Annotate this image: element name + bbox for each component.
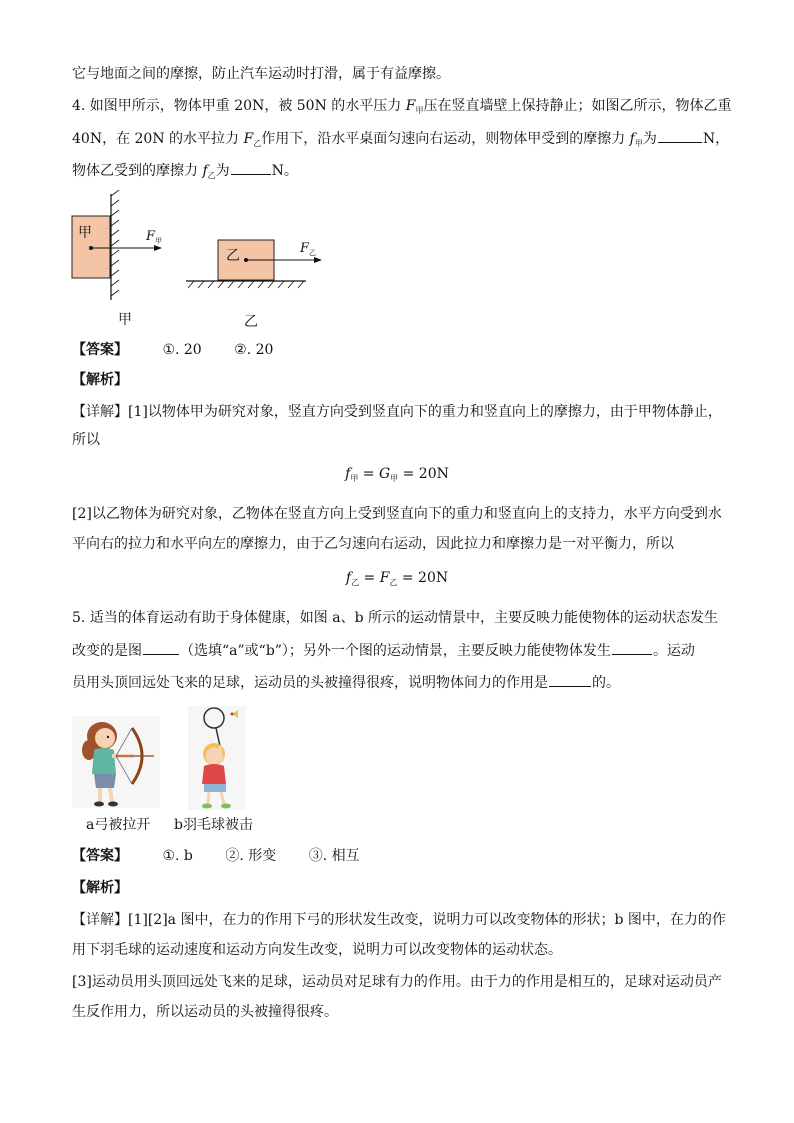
- eq-value: = 20N: [398, 466, 449, 482]
- q5-answer-row: [72, 846, 360, 866]
- eq-symbol: F: [379, 570, 390, 586]
- answer-item: ②. 20: [234, 342, 274, 358]
- arrowhead-icon: [154, 245, 162, 251]
- text-line-intro: 它与地面之间的摩擦，防止汽车运动时打滑，属于有益摩擦。: [72, 66, 450, 82]
- q5-detail-line-3: [3]运动员用头顶回远处飞来的足球，运动员对足球有力的作用。由于力的作用是相互的，足球对运动员产: [72, 974, 722, 990]
- q5-detail-line-1: 【详解】[1][2]a 图中，在力的作用下弓的形状发生改变，说明力可以改变物体的形状；b 图中，在力的作: [72, 912, 726, 928]
- force-subscript: 乙: [253, 139, 262, 148]
- eq-subscript: 乙: [351, 578, 360, 587]
- eq-symbol: f: [345, 570, 352, 586]
- friction-symbol: f: [202, 163, 208, 179]
- block-yi-label: 乙: [226, 248, 240, 264]
- force-jia-sub: 甲: [155, 237, 163, 245]
- q4-text: 物体乙受到的摩擦力: [72, 163, 203, 179]
- badminton-child-illustration: [188, 706, 246, 810]
- eq-operator: =: [359, 570, 380, 586]
- q4-detail-line-3: [2]以乙物体为研究对象，乙物体在竖直方向上受到竖直向下的重力和竖直向上的支持力，水平方向受到水: [72, 506, 722, 522]
- eq-symbol: G: [378, 466, 391, 482]
- analysis-label: 【解析】: [72, 880, 128, 896]
- q4-text: 作用下，沿水平桌面匀速向右运动，则物体甲受到的摩擦力: [261, 131, 630, 147]
- force-symbol: F: [405, 98, 416, 114]
- caption-figure-b: b羽毛球被击: [174, 817, 253, 833]
- answer-item: ③. 相互: [308, 848, 360, 864]
- q4-text: 为: [215, 163, 230, 179]
- answer-item: ②. 形变: [225, 848, 277, 864]
- q5-text: （选填“a”或“b”）；另外一个图的运动情景，主要反映力能使物体发生: [180, 643, 611, 659]
- answer-blank[interactable]: [231, 160, 271, 175]
- archer-girl-illustration: [72, 716, 160, 808]
- q5-text: 改变的是图: [72, 643, 142, 659]
- caption-figure-a: a弓被拉开: [86, 817, 151, 833]
- force-yi-label: [299, 241, 316, 257]
- q5-detail-line-2: 用下羽毛球的运动速度和运动方向发生改变，说明力可以改变物体的运动状态。: [72, 942, 562, 958]
- q4-text: 压在竖直墙壁上保持静止；如图乙所示，物体乙重: [423, 98, 732, 114]
- analysis-label: 【解析】: [72, 372, 128, 388]
- eq-subscript: 甲: [350, 474, 359, 483]
- wall-hatching: [111, 190, 119, 296]
- friction-subscript: 乙: [207, 171, 216, 180]
- eq-value: = 20N: [397, 570, 449, 586]
- q5-line-1: 5. 适当的体育运动有助于身体健康，如图 a、b 所示的运动情景中，主要反映力能使物体的运动状态发生: [72, 610, 719, 626]
- eq-subscript: 甲: [390, 474, 399, 483]
- answer-item: ①. b: [162, 848, 193, 864]
- ground-hatching: [188, 281, 304, 288]
- q4-text: N。: [271, 163, 298, 179]
- equation-friction-yi: [0, 570, 794, 588]
- q4-line-2: [72, 128, 729, 154]
- q5-text: 。运动: [652, 643, 695, 659]
- force-symbol: F: [243, 131, 254, 147]
- eq-symbol: f: [345, 466, 351, 482]
- q5-line-2: [72, 640, 695, 661]
- friction-subscript: 甲: [634, 139, 643, 148]
- q4-text: N，: [702, 131, 730, 147]
- force-subscript: 甲: [415, 106, 424, 115]
- force-yi-sub: 乙: [309, 249, 317, 257]
- friction-symbol: f: [629, 131, 635, 147]
- q4-detail-line-1: 【详解】[1]以物体甲为研究对象，竖直方向受到竖直向下的重力和竖直向上的摩擦力，由于甲物体静止，: [72, 404, 722, 420]
- q4-line-3: [72, 160, 298, 186]
- answer-blank[interactable]: [143, 640, 179, 655]
- q4-text: 为: [642, 131, 657, 147]
- block-jia-label: 甲: [78, 225, 92, 241]
- eq-subscript: 乙: [389, 578, 398, 587]
- force-jia-letter: F: [146, 229, 156, 244]
- q4-detail-line-2: 所以: [72, 432, 100, 448]
- eq-operator: =: [358, 466, 379, 482]
- caption-jia: 甲: [118, 312, 132, 328]
- q4-text: 40N，在 20N 的水平拉力: [72, 131, 244, 147]
- answer-label: 【答案】: [72, 342, 128, 358]
- force-jia-label: [145, 229, 162, 245]
- equation-friction-jia: [0, 466, 794, 484]
- q5-text: 的。: [592, 675, 620, 691]
- answer-blank[interactable]: [658, 128, 702, 143]
- answer-label: 【答案】: [72, 848, 128, 864]
- force-yi-letter: F: [300, 241, 310, 256]
- q5-detail-line-4: 生反作用力，所以运动员的头被撞得很疼。: [72, 1004, 338, 1020]
- caption-yi: 乙: [244, 314, 258, 330]
- q5-line-3: [72, 672, 620, 693]
- answer-blank[interactable]: [612, 640, 652, 655]
- answer-item: ①. 20: [162, 342, 202, 358]
- q4-answer-row: [72, 340, 273, 360]
- q5-text: 员用头顶回远处飞来的足球，运动员的头被撞得很疼，说明物体间力的作用是: [72, 675, 548, 691]
- q4-text: 4. 如图甲所示，物体甲重 20N，被 50N 的水平压力: [72, 98, 406, 114]
- answer-blank[interactable]: [549, 672, 591, 687]
- q4-detail-line-4: 平向右的拉力和水平向左的摩擦力，由于乙匀速向右运动，因此拉力和摩擦力是一对平衡力，所以: [72, 536, 674, 552]
- force-diagram-figure: [60, 190, 340, 330]
- arrowhead-icon: [314, 257, 322, 263]
- q4-line-1: [72, 96, 731, 121]
